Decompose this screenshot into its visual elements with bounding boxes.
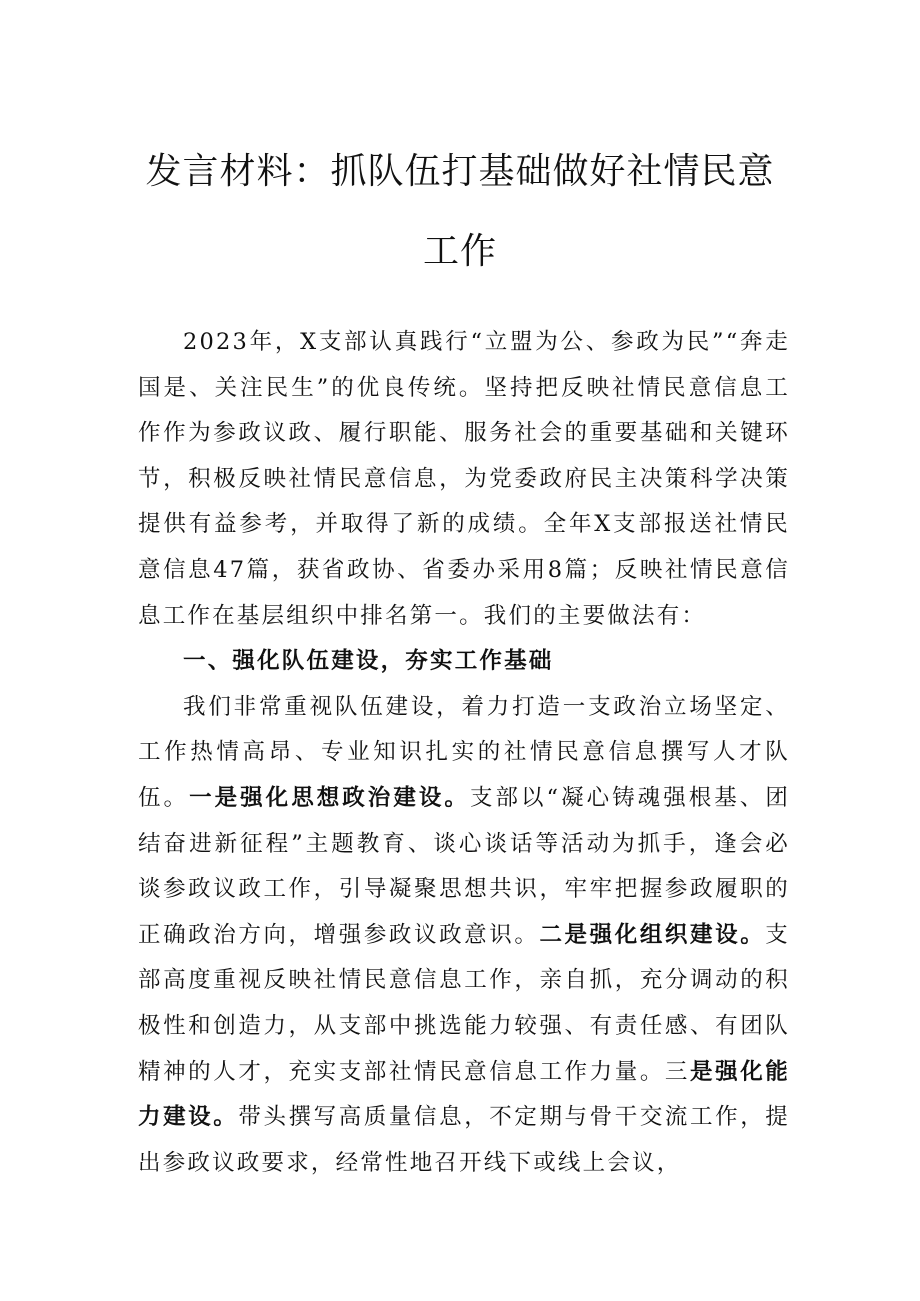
point-1-text: 支部以“凝心铸魂强根基、团结奋进新征程”主题教育、谈心谈话等活动为抓手，逢会必谈参政议政工作，引导凝聚思想共识，牢牢把握参政履职的正确政治方向，增强参政议政意识。 <box>138 784 791 948</box>
point-2-text: 支部高度重视反映社情民意信息工作，亲自抓，充分调动的积极性和创造力，从支部中挑选能力较强、有责任感、有团队精神的人才，充实支部社情民意信息工作力量。 <box>138 921 790 1085</box>
point-2-title: 二是强化组织建设。 <box>539 921 766 948</box>
paragraph-intro-text: 我们非常重视队伍建设，着力打造一支政治立场坚定、工作热情高昂、专业知识扎实的社情民意信息撰写人才队伍。 <box>138 693 790 811</box>
document-title-line-2: 工作 <box>422 231 497 272</box>
section-heading-1: 一、强化队伍建设，夯实工作基础 <box>183 648 554 675</box>
section-1-paragraph <box>138 685 790 1187</box>
document-title-line-1: 发言材料：抓队伍打基础做好社情民意 <box>145 151 775 192</box>
document-body <box>138 320 790 1186</box>
point-3-prefix: 三 <box>664 1058 691 1085</box>
point-1-title: 一是强化思想政治建设。 <box>189 784 470 811</box>
point-3-text: 带头撰写高质量信息，不定期与骨干交流工作，提出参政议政要求，经常性地召开线下或线上会议， <box>138 1104 790 1176</box>
point-3-title: 是强化能力建设。 <box>138 1058 790 1131</box>
intro-paragraph: 2023年，X支部认真践行“立盟为公、参政为民”“奔走国是、关注民生”的优良传统。坚持把反映社情民意信息工作作为参政议政、履行职能、服务社会的重要基础和关键环节，积极反映社情民意信息，为党委政府民主决策科学决策提供有益参考，并取得了新的成绩。全年X支部报送社情民意信息47篇，获省政协、省委办采用8篇；反映社情民意信息工作在基层组织中排名第一。我们的主要做法有： <box>138 329 790 629</box>
